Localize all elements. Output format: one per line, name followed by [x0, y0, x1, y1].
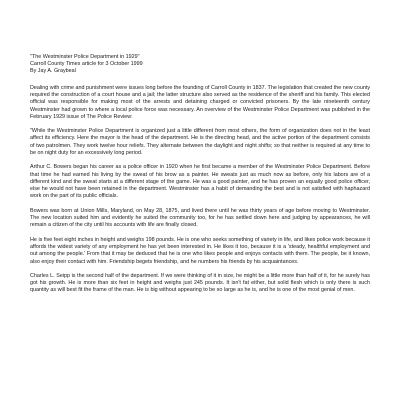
article-header — [30, 54, 370, 76]
paragraph: Charles L. Seipp is the second half of the department. If we were thinking of it in size, he might be a little more than half of it, for he surely has got his growth. He is more than six feet in height and weighs just 245 pounds. It isn't fat either, but solid flesh which is only there is such quantity as will best fit the frame of the man. He is big without appearing to be so large as he is, and he is one of the most genial of men. — [30, 272, 370, 294]
paragraph: Bowers was born at Union Mills, Maryland, on May 28, 1875, and lived there until he was thirty years of age before moving to Westminster. The new location suited him and evidently he suited the community too, for he has settled down here and judging by appearances, he will remain a citizen of the city until his accounts with life are finally closed. — [30, 207, 370, 229]
article-source: Carroll County Times article for 3 October 1999 — [30, 61, 143, 68]
paragraph: "While the Westminster Police Department is organized just a little different from most others, the form of organization does not in the least affect its efficiency. Here the mayor is the head of the department. He is the directing head, and the active portion of the department consists of two patrolmen. They work twelve hour reliefs. They alternate between the daylight and night shifts; so that neither is required at any time to be on night duty for an excessively long period. — [30, 128, 370, 156]
article-title: "The Westminster Police Department in 1929" — [30, 54, 140, 60]
article-byline: By Jay A. Graybeal — [30, 68, 76, 75]
paragraph: Dealing with crime and punishment were issues long before the founding of Carroll County in 1837. The legislation that created the new county required the construction of a court house and a jail; the latter structure also served as the residence of the sheriff and his family. This elected official was responsible for making most of the arrests and detaining charged or convicted prisoners. By the late nineteenth century Westminster had grown to where a local police force was necessary. An overview of the Westminster Police Department was published in the February 1929 issue of The Police Review: — [30, 84, 371, 120]
paragraph: Arthur C. Bowers began his career as a police officer in 1920 when he first became a member of the Westminster Police Department. Before that time he had earned his living by the sweat of his brow as a painter. He sweats just as much now as before, only his labors are of a different kind and the sweat starts at a different stage of the game. He was a good painter, and he has proven an equally good police officer, else he would not have been retained in the department. Westminster has a habit of demanding the best and is not satisfied with haphazard work on the part of its public officials. — [30, 164, 370, 200]
paragraph: He is five feet eight inches in height and weighs 198 pounds. He is one who seeks something of variety in life, and likes police work because it affords the widest variety of any employment he has yet been interested in. He likes it too, because it is a 'steady, healthful employment and out among the people.' From that it may be deduced that he is one who likes people and enjoys contacts with them. The people, be it known, also enjoy their contact with him. Friendship begets friendship, and he numbers his friends by his acquaintances. — [30, 236, 370, 265]
